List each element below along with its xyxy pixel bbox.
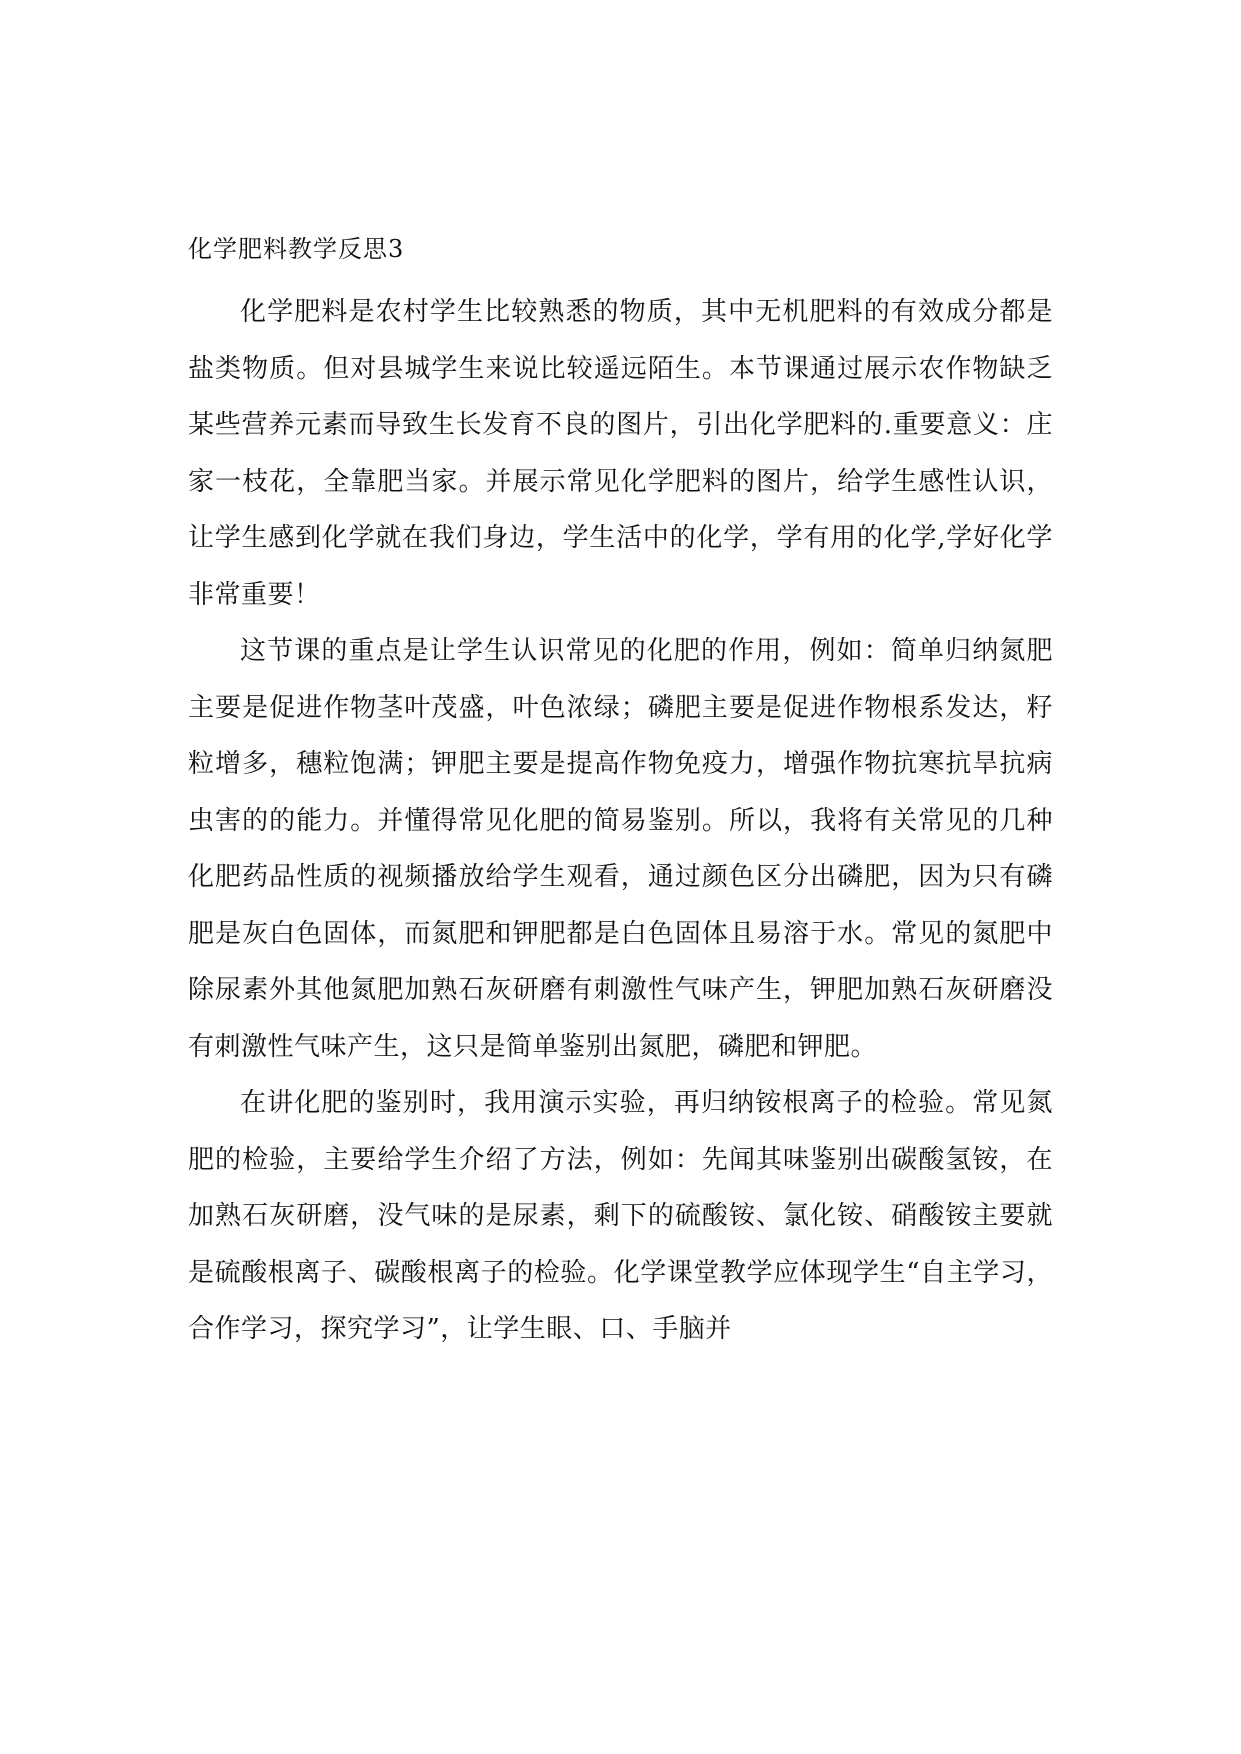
paragraph-2: 这节课的重点是让学生认识常见的化肥的作用，例如：简单归纳氮肥主要是促进作物茎叶茂盛，叶色浓绿；磷肥主要是促进作物根系发达，籽粒增多，穗粒饱满；钾肥主要是提高作物免疫力，增强作物抗寒抗旱抗病虫害的的能力。并懂得常见化肥的简易鉴别。所以，我将有关常见的几种化肥药品性质的视频播放给学生观看，通过颜色区分出磷肥，因为只有磷肥是灰白色固体，而氮肥和钾肥都是白色固体且易溶于水。常见的氮肥中除尿素外其他氮肥加熟石灰研磨有刺激性气味产生，钾肥加熟石灰研磨没有刺激性气味产生，这只是简单鉴别出氮肥，磷肥和钾肥。	[188, 636, 1053, 1062]
paragraph-1: 化学肥料是农村学生比较熟悉的物质，其中无机肥料的有效成分都是盐类物质。但对县城学生来说比较遥远陌生。本节课通过展示农作物缺乏某些营养元素而导致生长发育不良的图片，引出化学肥料的.重要意义：庄家一枝花，全靠肥当家。并展示常见化学肥料的图片，给学生感性认识，让学生感到化学就在我们身边，学生活中的化学，学有用的化学,学好化学非常重要！	[188, 297, 1053, 610]
paragraph-3: 在讲化肥的鉴别时，我用演示实验，再归纳铵根离子的检验。常见氮肥的检验，主要给学生介绍了方法，例如：先闻其味鉴别出碳酸氢铵，在加熟石灰研磨，没气味的是尿素，剩下的硫酸铵、氯化铵、硝酸铵主要就是硫酸根离子、碳酸根离子的检验。化学课堂教学应体现学生“自主学习，合作学习，探究学习”，让学生眼、口、手脑并	[188, 1088, 1053, 1344]
document-body	[188, 226, 1053, 1358]
document-title: 化学肥料教学反思3	[188, 235, 405, 263]
